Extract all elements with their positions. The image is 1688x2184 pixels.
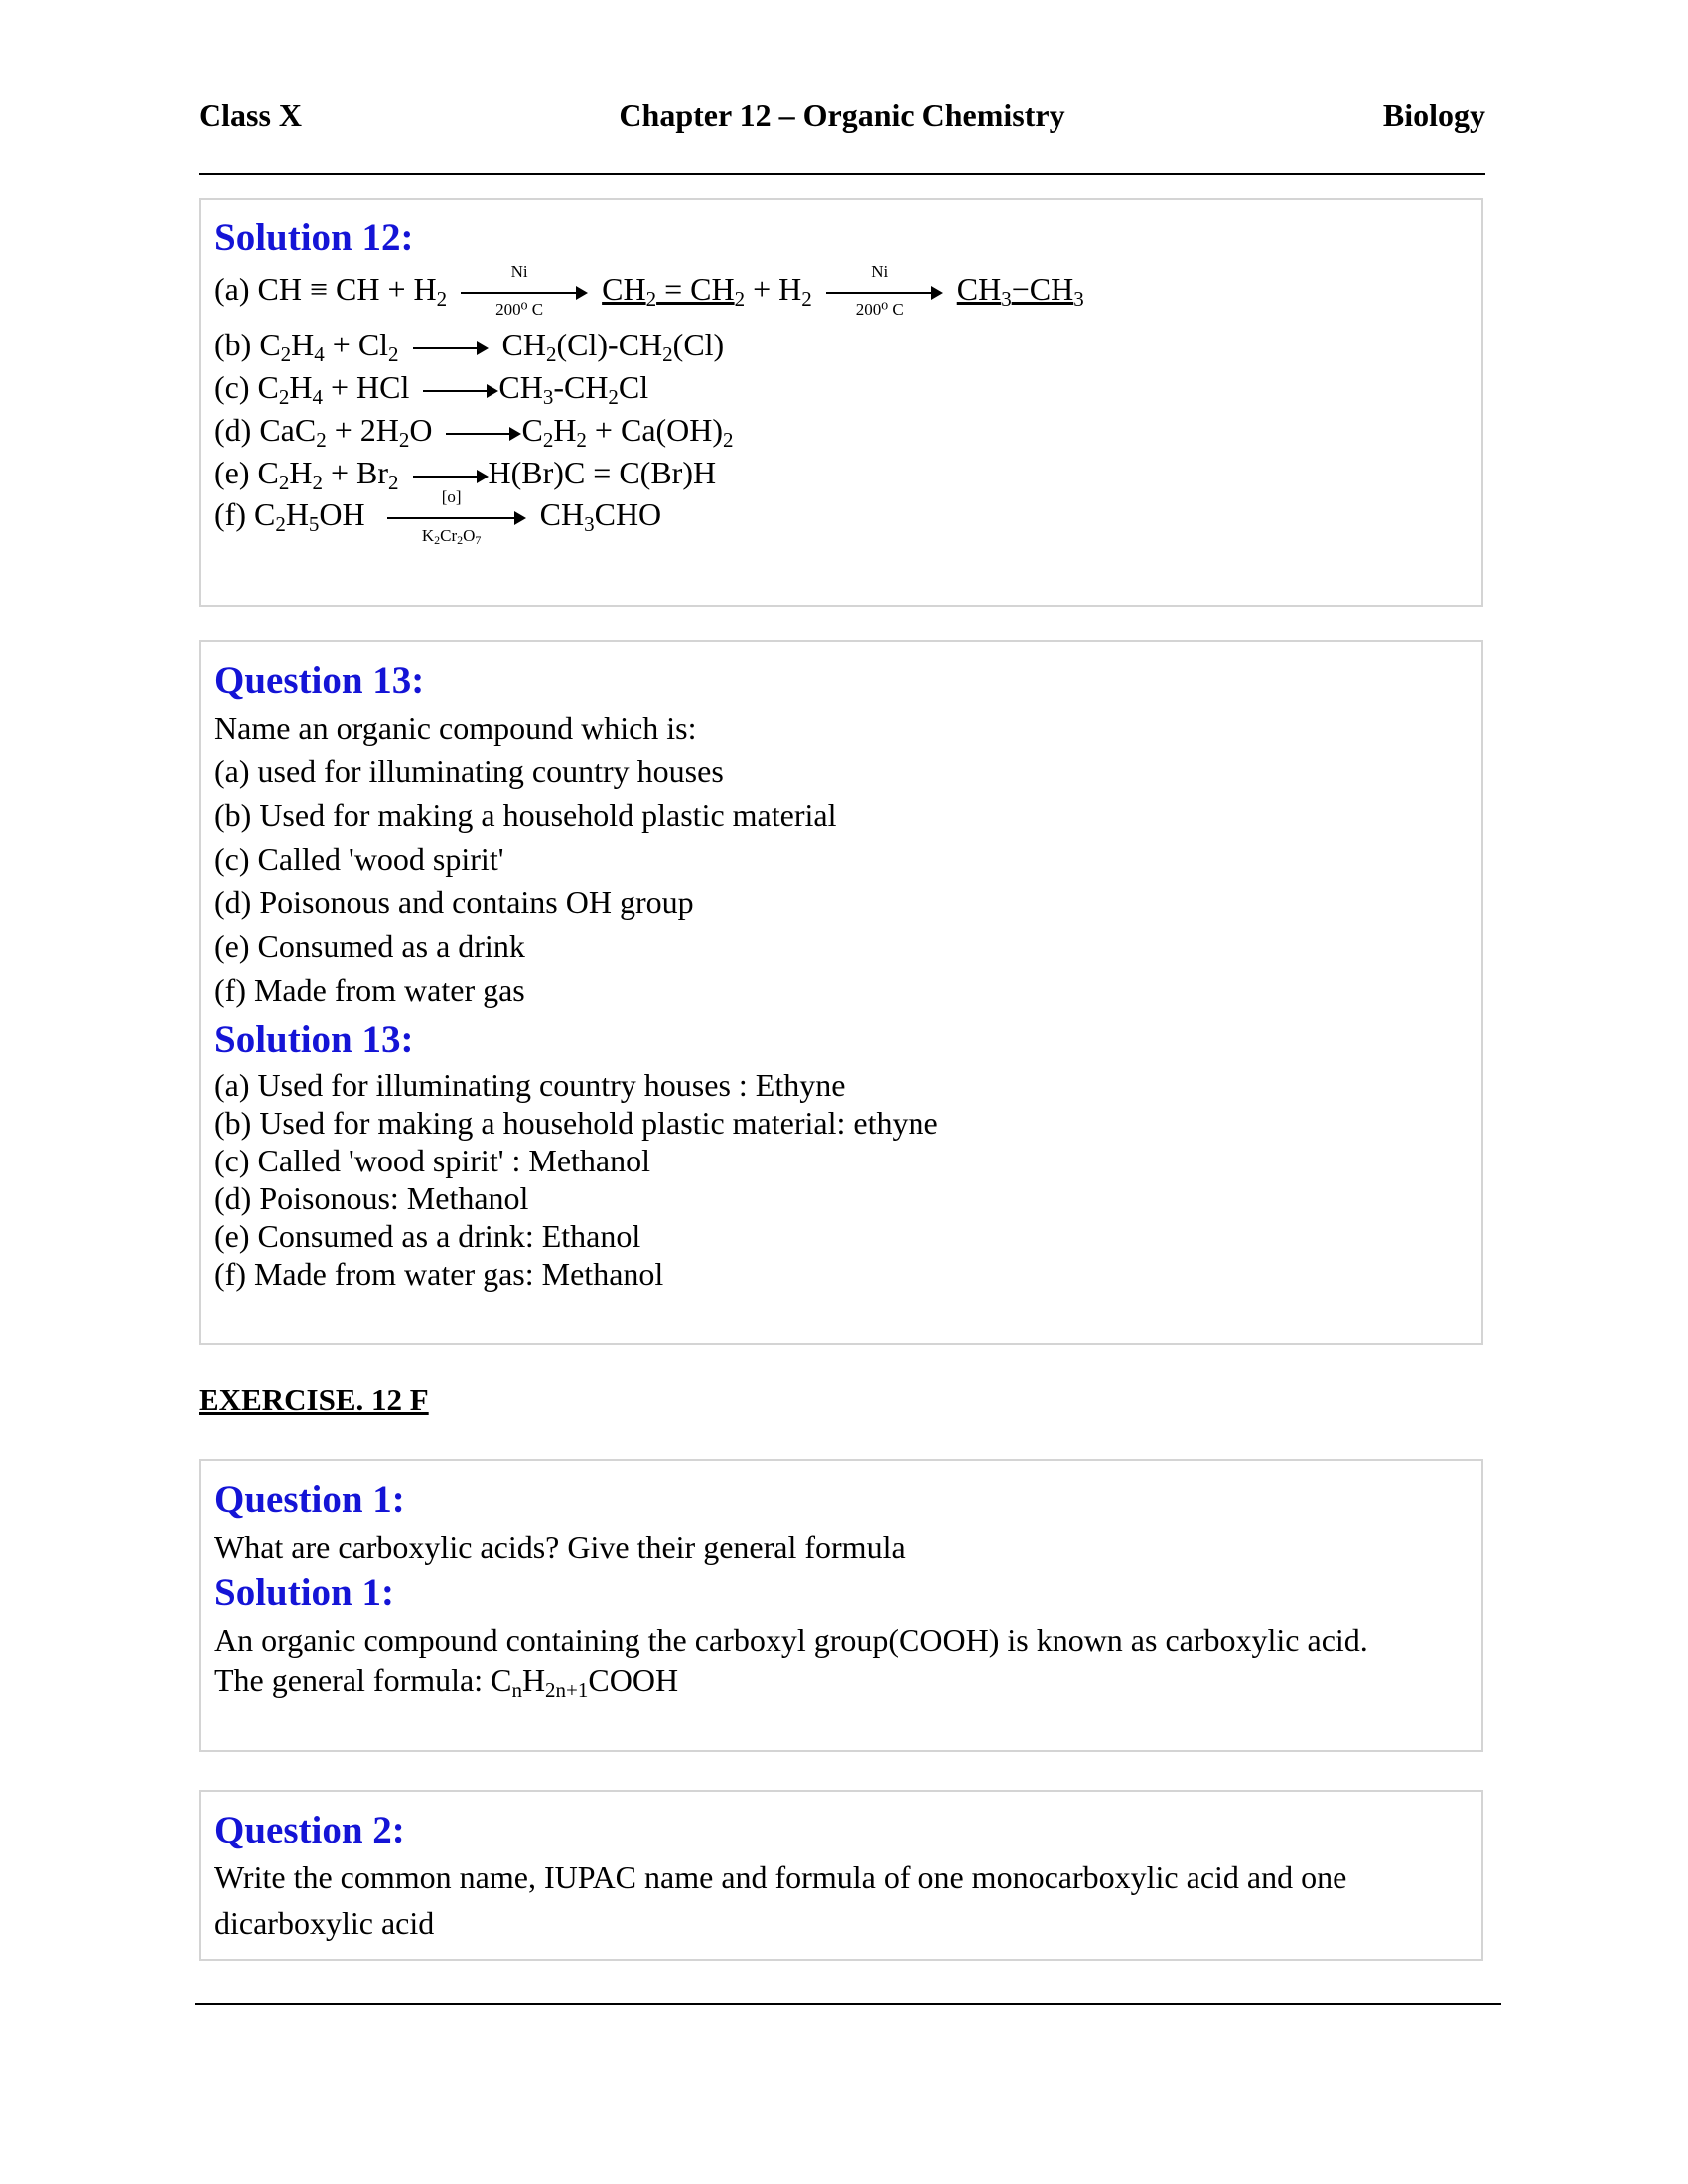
class-label: Class X [199,97,303,133]
exercise-heading: EXERCISE. 12 F [199,1382,429,1417]
question-2-box [199,1790,1483,1961]
question-13-line: (d) Poisonous and contains OH group [214,885,694,920]
solution-13-line: (c) Called 'wood spirit' : Methanol [214,1143,650,1178]
reaction-d: (d) $CaC_2 + 2H_2O$ $C_2H_2 + Ca(OH)_2$ [214,412,734,452]
solution-12-box [199,198,1483,607]
reaction-a: (a) CH ≡ CH + $H_2$ $\frac{Ni}{\text{200⁰ C}}$ $CH_2 = CH_2 + H_2$ $\frac{Ni}{\text{200⁰ C}}$ $CH_3-CH_3$ [214,261,1084,319]
question-13-line: (c) Called 'wood spirit' [214,841,504,877]
solution-13-line: (f) Made from water gas: Methanol [214,1256,664,1292]
subject-label: Biology [1382,97,1485,133]
question-13-heading: Question 13: [214,659,425,702]
solution-13-line: (e) Consumed as a drink: Ethanol [214,1218,641,1254]
arrow-icon [446,424,521,444]
reaction-f: (f) $C_2H_5OH$ $\frac{[o]}{K_2Cr_2O_7}$ $CH_3CHO$ [214,486,662,547]
question-13-line: (e) Consumed as a drink [214,928,525,964]
solution-13-line: (b) Used for making a household plastic material: ethyne [214,1105,938,1141]
arrow-icon: $\frac{Ni}{\text{200⁰ C}}$ [826,283,943,303]
ethane-formula: $CH_3-CH_3$ [956,271,1084,311]
solution-13-heading: Solution 13: [214,1019,414,1061]
question-1-box [199,1459,1483,1752]
reaction-c: (c) $C_2H_4$ + HCl $CH_3-CH_2Cl$ [214,369,649,409]
question-13-line: (b) Used for making a household plastic material [214,797,837,833]
page-header [199,97,1485,147]
question-13-line: Name an organic compound which is: [214,710,697,746]
reaction-b: (b) $C_2H_4 + Cl_2$ $CH_2(Cl)-CH_2(Cl)$ [214,327,725,366]
arrow-icon [423,381,498,401]
question-13-line: (f) Made from water gas [214,972,525,1008]
footer-divider [195,2003,1501,2005]
chapter-title: Chapter 12 – Organic Chemistry [619,97,1065,133]
arrow-icon [413,467,489,486]
question-13-line: (a) used for illuminating country houses [214,753,724,789]
general-formula: The general formula: $C_nH_{2n+1}COOH$ [214,1662,679,1702]
ethene-formula: $CH_2 = CH_2$ [602,271,746,311]
arrow-icon: $\frac{[o]}{K_2Cr_2O_7}$ [387,508,526,528]
solution-1-line: An organic compound containing the carboxyl group(COOH) is known as carboxylic acid. [214,1622,1368,1658]
question-1-text: What are carboxylic acids? Give their general formula [214,1529,906,1565]
arrow-icon: $\frac{Ni}{\text{200⁰ C}}$ [461,283,588,303]
question-2-line: Write the common name, IUPAC name and formula of one monocarboxylic acid and one [214,1859,1347,1895]
header-divider [199,173,1485,175]
solution-1-heading: Solution 1: [214,1571,394,1614]
reaction-e: (e) $C_2H_2 + Br_2$ H(Br)C = C(Br)H [214,455,717,494]
solution-13-line: (d) Poisonous: Methanol [214,1180,529,1216]
arrow-icon [413,339,489,358]
question-1-heading: Question 1: [214,1478,405,1521]
question-13-box [199,640,1483,1345]
question-2-line: dicarboxylic acid [214,1905,435,1941]
solution-12-heading: Solution 12: [214,216,414,259]
question-2-heading: Question 2: [214,1809,405,1851]
solution-13-line: (a) Used for illuminating country houses : Ethyne [214,1067,846,1103]
